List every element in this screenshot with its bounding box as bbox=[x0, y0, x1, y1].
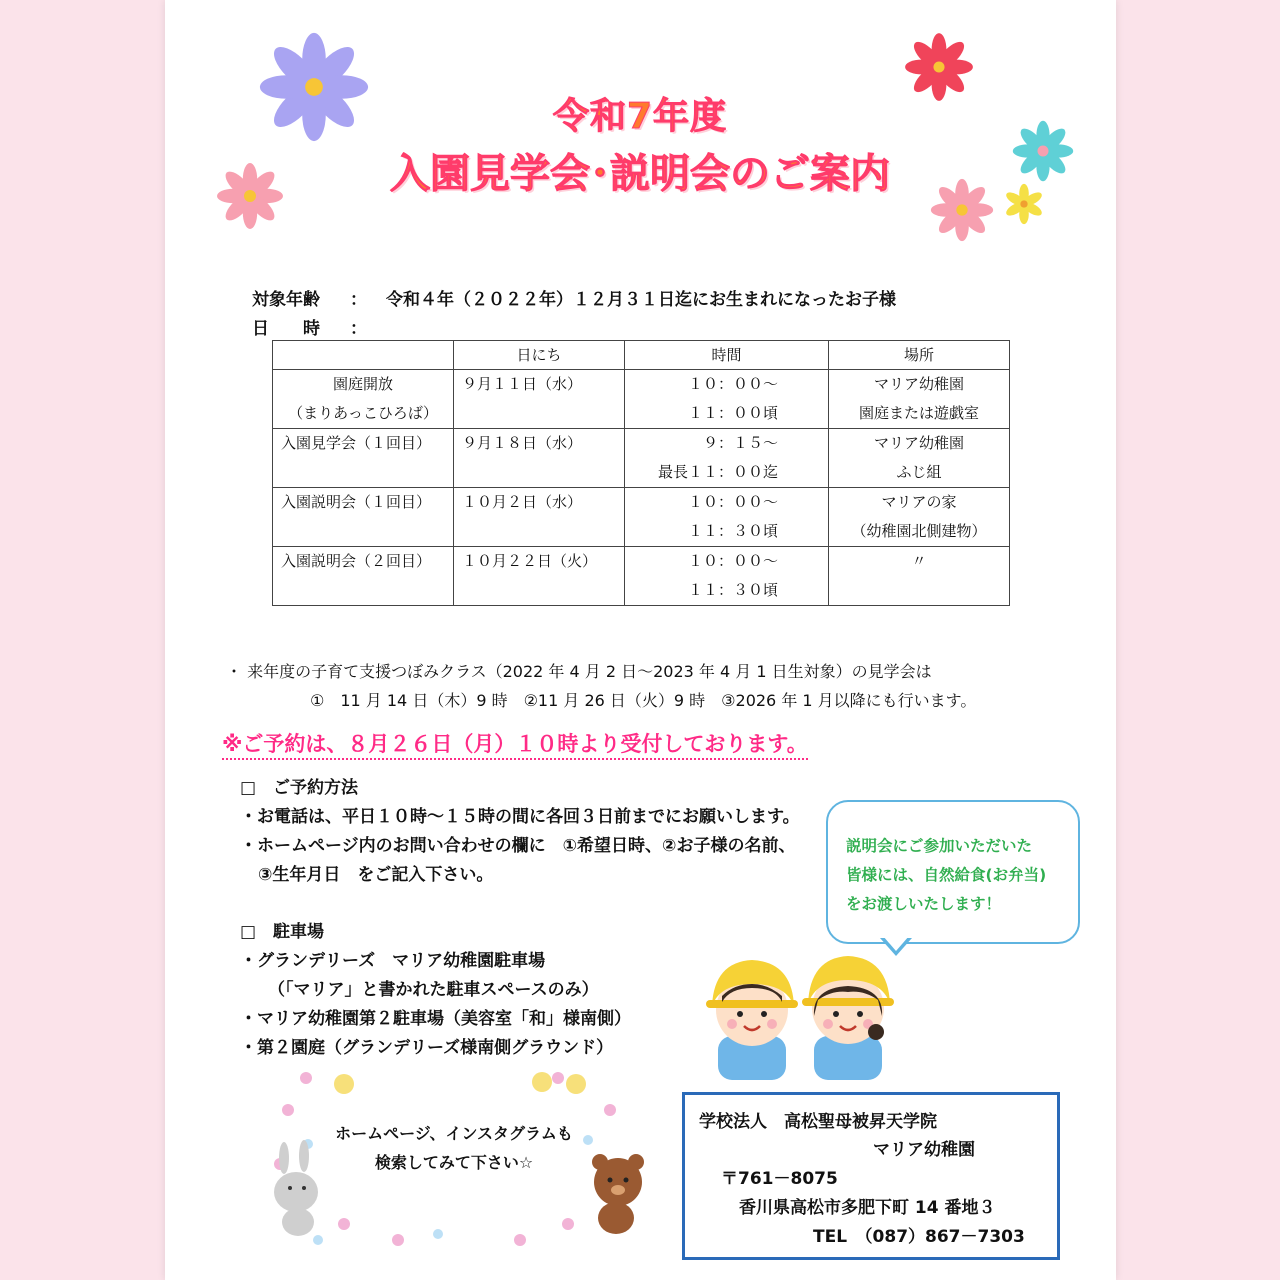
event-place-sub: 園庭または遊戯室 bbox=[858, 404, 979, 422]
event-time-end: １１：００頃 bbox=[687, 404, 778, 422]
parking-line-3: ・マリア幼稚園第２駐車場（美容室「和」様南側） bbox=[240, 1009, 631, 1029]
address: 香川県高松市多肥下町 14 番地３ bbox=[739, 1198, 996, 1218]
bubble-line-3: をお渡しいたします！ bbox=[846, 895, 1002, 913]
event-date: ９月１１日（水） bbox=[462, 375, 583, 393]
event-time-end: １１：３０頃 bbox=[687, 522, 778, 540]
table-row bbox=[273, 370, 1010, 429]
event-time-end: １１：３０頃 bbox=[687, 581, 778, 599]
parking-line-1: ・グランデリーズ マリア幼稚園駐車場 bbox=[240, 951, 546, 971]
date-colon: ： bbox=[350, 319, 367, 339]
event-place: マリアの家 bbox=[881, 493, 957, 511]
schedule-table bbox=[272, 340, 1010, 606]
date-label: 日 時 bbox=[252, 319, 320, 339]
bubble-line-2: 皆様には、自然給食(お弁当) bbox=[846, 866, 1047, 884]
table-row bbox=[273, 547, 1010, 606]
age-colon: ： bbox=[350, 290, 367, 310]
event-time-start: １０：００～ bbox=[687, 552, 778, 570]
event-place: 〃 bbox=[911, 552, 927, 570]
age-label: 対象年齢 bbox=[252, 290, 320, 310]
table-header-row bbox=[273, 341, 1010, 370]
parking-heading: □ 駐車場 bbox=[240, 922, 325, 942]
reservation-heading: □ ご予約方法 bbox=[240, 778, 359, 798]
phone-number: TEL （087）867－7303 bbox=[813, 1227, 1025, 1247]
event-date: １０月２２日（火） bbox=[462, 552, 598, 570]
event-name: 入園説明会（２回目） bbox=[281, 552, 432, 570]
table-header bbox=[273, 341, 454, 370]
age-value: 令和４年（２０２２年）１２月３１日迄にお生まれになったお子様 bbox=[386, 290, 896, 310]
contact-box bbox=[682, 1092, 1060, 1260]
reservation-notice: ※ご予約は、８月２６日（月）１０時より受付しております。 bbox=[222, 728, 808, 760]
event-date: １０月２日（水） bbox=[462, 493, 583, 511]
event-time-start: １０：００～ bbox=[687, 493, 778, 511]
tsubomi-line-2: ① 11 月 14 日（木）9 時 ②11 月 26 日（火）9 時 ③2026 年 1 月以降にも行います。 bbox=[310, 691, 977, 710]
children-illustration-icon bbox=[696, 944, 906, 1089]
school-name: マリア幼稚園 bbox=[873, 1140, 975, 1160]
title-line-1: 令和7年度 bbox=[552, 96, 728, 137]
table-header: 時間 bbox=[625, 341, 829, 370]
event-sub: （まりあっこひろば） bbox=[288, 404, 438, 422]
tsubomi-line-1: ・ 来年度の子育て支援つぼみクラス（2022 年 4 月 2 日～2023 年 4 月 1 日生対象）の見学会は bbox=[226, 662, 932, 681]
event-time-start: ９：１５～ bbox=[702, 434, 778, 452]
reservation-line-1: ・お電話は、平日１０時～１５時の間に各回３日前までにお願いします。 bbox=[240, 807, 800, 827]
table-row bbox=[273, 488, 1010, 547]
event-place-sub: ふじ組 bbox=[896, 463, 942, 481]
event-time-end: 最長１１：００迄 bbox=[657, 463, 778, 481]
parking-line-2: （「マリア」と書かれた駐車スペースのみ） bbox=[268, 980, 599, 1000]
wreath-line-1: ホームページ、インスタグラムも bbox=[335, 1124, 573, 1143]
bubble-line-1: 説明会にご参加いただいた bbox=[846, 837, 1033, 855]
event-name: 入園説明会（１回目） bbox=[281, 493, 432, 511]
wreath-line-2: 検索してみて下さい☆ bbox=[374, 1153, 534, 1172]
parking-line-4: ・第２園庭（グランデリーズ様南側グラウンド） bbox=[240, 1038, 614, 1058]
table-header: 場所 bbox=[829, 341, 1010, 370]
table-header: 日にち bbox=[454, 341, 625, 370]
postal-code: 〒761－8075 bbox=[721, 1169, 838, 1189]
title-line-2: 入園見学会･説明会のご案内 bbox=[390, 151, 890, 197]
speech-bubble bbox=[826, 800, 1080, 944]
school-corporation: 学校法人 高松聖母被昇天学院 bbox=[699, 1112, 937, 1132]
reservation-line-3: ③生年月日 をご記入下さい。 bbox=[258, 865, 494, 885]
event-place: マリア幼稚園 bbox=[873, 434, 964, 452]
event-name: 園庭開放 bbox=[332, 375, 393, 393]
event-place: マリア幼稚園 bbox=[873, 375, 964, 393]
event-name: 入園見学会（１回目） bbox=[281, 434, 432, 452]
event-place-sub: （幼稚園北側建物） bbox=[851, 522, 987, 540]
reservation-line-2: ・ホームページ内のお問い合わせの欄に ①希望日時、②お子様の名前、 bbox=[240, 836, 796, 856]
event-time-start: １０：００～ bbox=[687, 375, 778, 393]
event-date: ９月１８日（水） bbox=[462, 434, 583, 452]
table-row bbox=[273, 429, 1010, 488]
